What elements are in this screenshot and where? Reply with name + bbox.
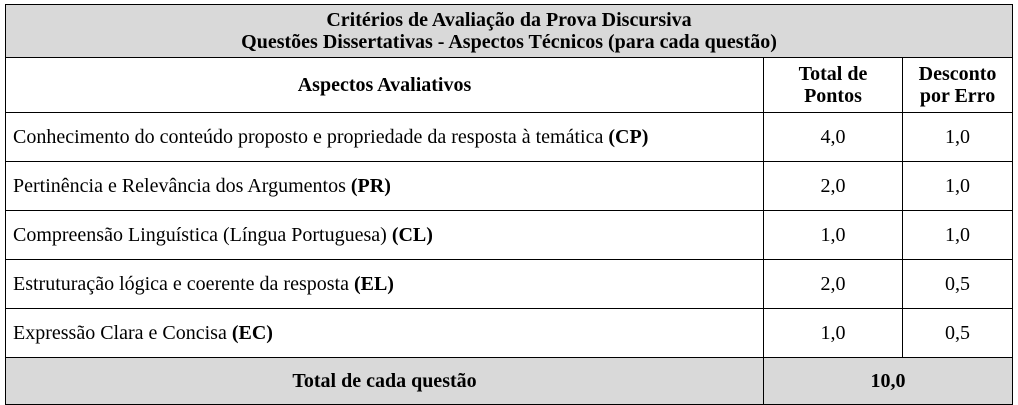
aspect-code: (EL) xyxy=(353,272,394,295)
column-header-total-points-line2: Pontos xyxy=(804,85,862,107)
aspect-code: (CL) xyxy=(391,223,433,246)
aspect-label: Conhecimento do conteúdo proposto e propriedade da resposta à temática xyxy=(13,125,609,148)
table-title-line2: Questões Dissertativas - Aspectos Técnicos (para cada questão) xyxy=(241,31,777,53)
column-header-discount-line2: por Erro xyxy=(919,85,996,107)
table-row xyxy=(6,309,1013,358)
aspect-cell xyxy=(6,113,764,162)
discount-cell: 1,0 xyxy=(903,162,1013,211)
aspect-code: (EC) xyxy=(231,321,273,344)
discount-cell: 1,0 xyxy=(903,113,1013,162)
table-title xyxy=(6,5,1013,58)
points-cell: 1,0 xyxy=(764,211,903,260)
column-header-discount-line1: Desconto xyxy=(918,63,997,85)
discount-cell: 1,0 xyxy=(903,211,1013,260)
criteria-table xyxy=(5,4,1013,405)
table-row xyxy=(6,113,1013,162)
aspect-code: (CP) xyxy=(608,125,649,148)
aspect-label: Estruturação lógica e coerente da resposta xyxy=(13,272,354,295)
aspect-label: Compreensão Linguística (Língua Portuguesa) xyxy=(13,223,392,246)
aspect-label: Expressão Clara e Concisa xyxy=(13,321,232,344)
total-label: Total de cada questão xyxy=(6,358,764,405)
points-cell: 2,0 xyxy=(764,162,903,211)
column-header-discount xyxy=(903,58,1013,113)
aspect-label: Pertinência e Relevância dos Argumentos xyxy=(13,174,351,197)
table-row xyxy=(6,260,1013,309)
discount-cell: 0,5 xyxy=(903,260,1013,309)
aspect-code: (PR) xyxy=(350,174,391,197)
points-cell: 2,0 xyxy=(764,260,903,309)
aspect-cell xyxy=(6,162,764,211)
table-title-line1: Critérios de Avaliação da Prova Discursiva xyxy=(326,9,692,31)
column-header-total-points-line1: Total de xyxy=(798,63,868,85)
column-header-row xyxy=(6,58,1013,113)
column-header-aspects: Aspectos Avaliativos xyxy=(6,58,764,113)
table-title-row xyxy=(6,5,1013,58)
discount-cell: 0,5 xyxy=(903,309,1013,358)
total-value: 10,0 xyxy=(764,358,1013,405)
total-row xyxy=(6,358,1013,405)
table-row xyxy=(6,162,1013,211)
aspect-cell xyxy=(6,211,764,260)
points-cell: 1,0 xyxy=(764,309,903,358)
column-header-total-points xyxy=(764,58,903,113)
table-row xyxy=(6,211,1013,260)
aspect-cell xyxy=(6,309,764,358)
aspect-cell xyxy=(6,260,764,309)
points-cell: 4,0 xyxy=(764,113,903,162)
